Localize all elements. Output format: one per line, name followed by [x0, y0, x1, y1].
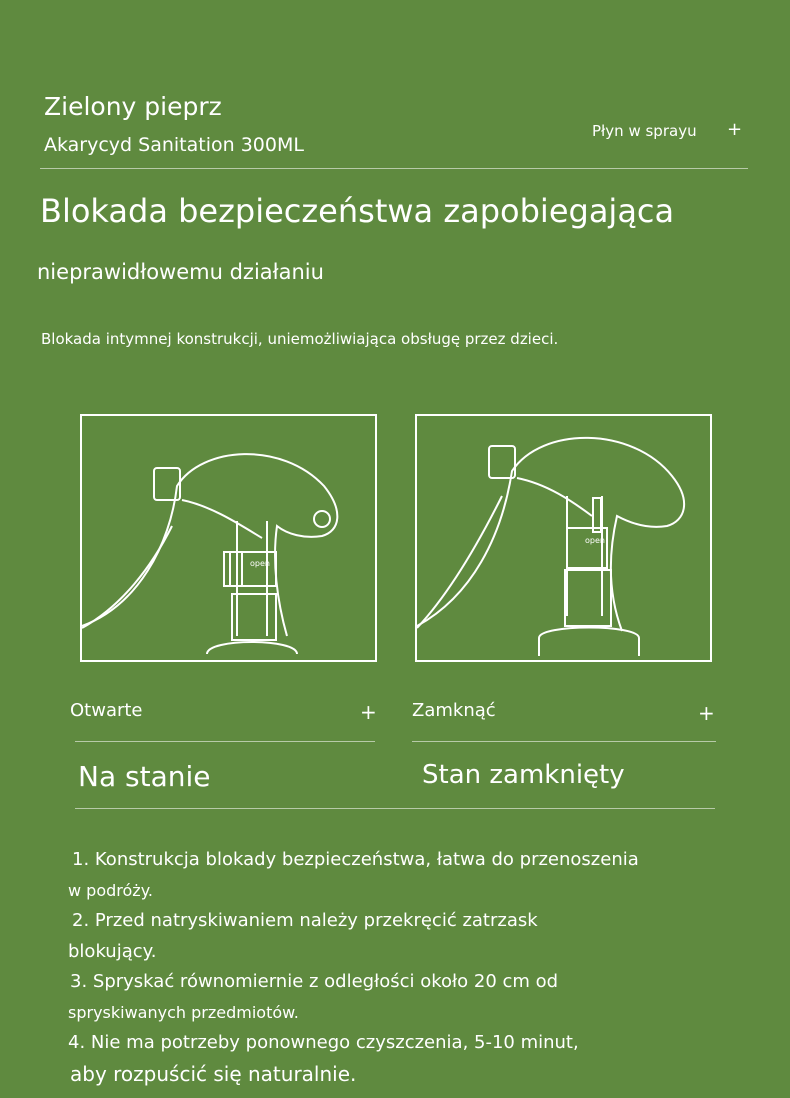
closed-label: Zamknąć	[412, 700, 496, 721]
instruction-line: aby rozpuścić się naturalnie.	[70, 1061, 357, 1086]
instruction-line: 3. Spryskać równomiernie z odległości około 20 cm od	[70, 971, 559, 992]
nozzle-closed-label: open	[585, 536, 605, 545]
product-name: Akarycyd Sanitation 300ML	[44, 134, 304, 156]
open-state-value: Na stanie	[78, 760, 211, 793]
instruction-line: 2. Przed natryskiwaniem należy przekręcić zatrzask	[72, 910, 538, 931]
header-divider	[40, 168, 748, 169]
instructions-list	[68, 845, 728, 1089]
instruction-line: 1. Konstrukcja blokady bezpieczeństwa, łatwa do przenoszenia	[72, 849, 639, 870]
open-label: Otwarte	[70, 700, 143, 721]
plus-icon: +	[360, 700, 377, 724]
plus-icon: +	[698, 701, 715, 725]
nozzle-open-label: open	[250, 559, 270, 568]
sprayer-closed-drawing	[417, 416, 710, 660]
caption-divider-right	[412, 741, 716, 742]
brand-title: Zielony pieprz	[44, 92, 222, 121]
sprayer-open-illustration	[80, 414, 377, 662]
sprayer-closed-illustration	[415, 414, 712, 662]
category-tag: Płyn w sprayu	[592, 122, 697, 140]
instruction-line: 4. Nie ma potrzeby ponownego czyszczenia, 5-10 minut,	[68, 1032, 579, 1053]
caption-divider-left	[75, 741, 375, 742]
closed-state-value: Stan zamknięty	[422, 760, 625, 790]
instruction-line: blokujący.	[68, 940, 157, 962]
plus-icon: +	[727, 119, 743, 140]
feature-headline: Blokada bezpieczeństwa zapobiegająca	[40, 192, 675, 230]
feature-description: Blokada intymnej konstrukcji, uniemożliwiająca obsługę przez dzieci.	[41, 330, 559, 348]
instruction-line: spryskiwanych przedmiotów.	[68, 1002, 299, 1022]
feature-headline-continued: nieprawidłowemu działaniu	[37, 260, 324, 284]
instruction-line: w podróży.	[68, 880, 153, 900]
sprayer-open-drawing	[82, 416, 375, 660]
state-divider	[75, 808, 715, 809]
